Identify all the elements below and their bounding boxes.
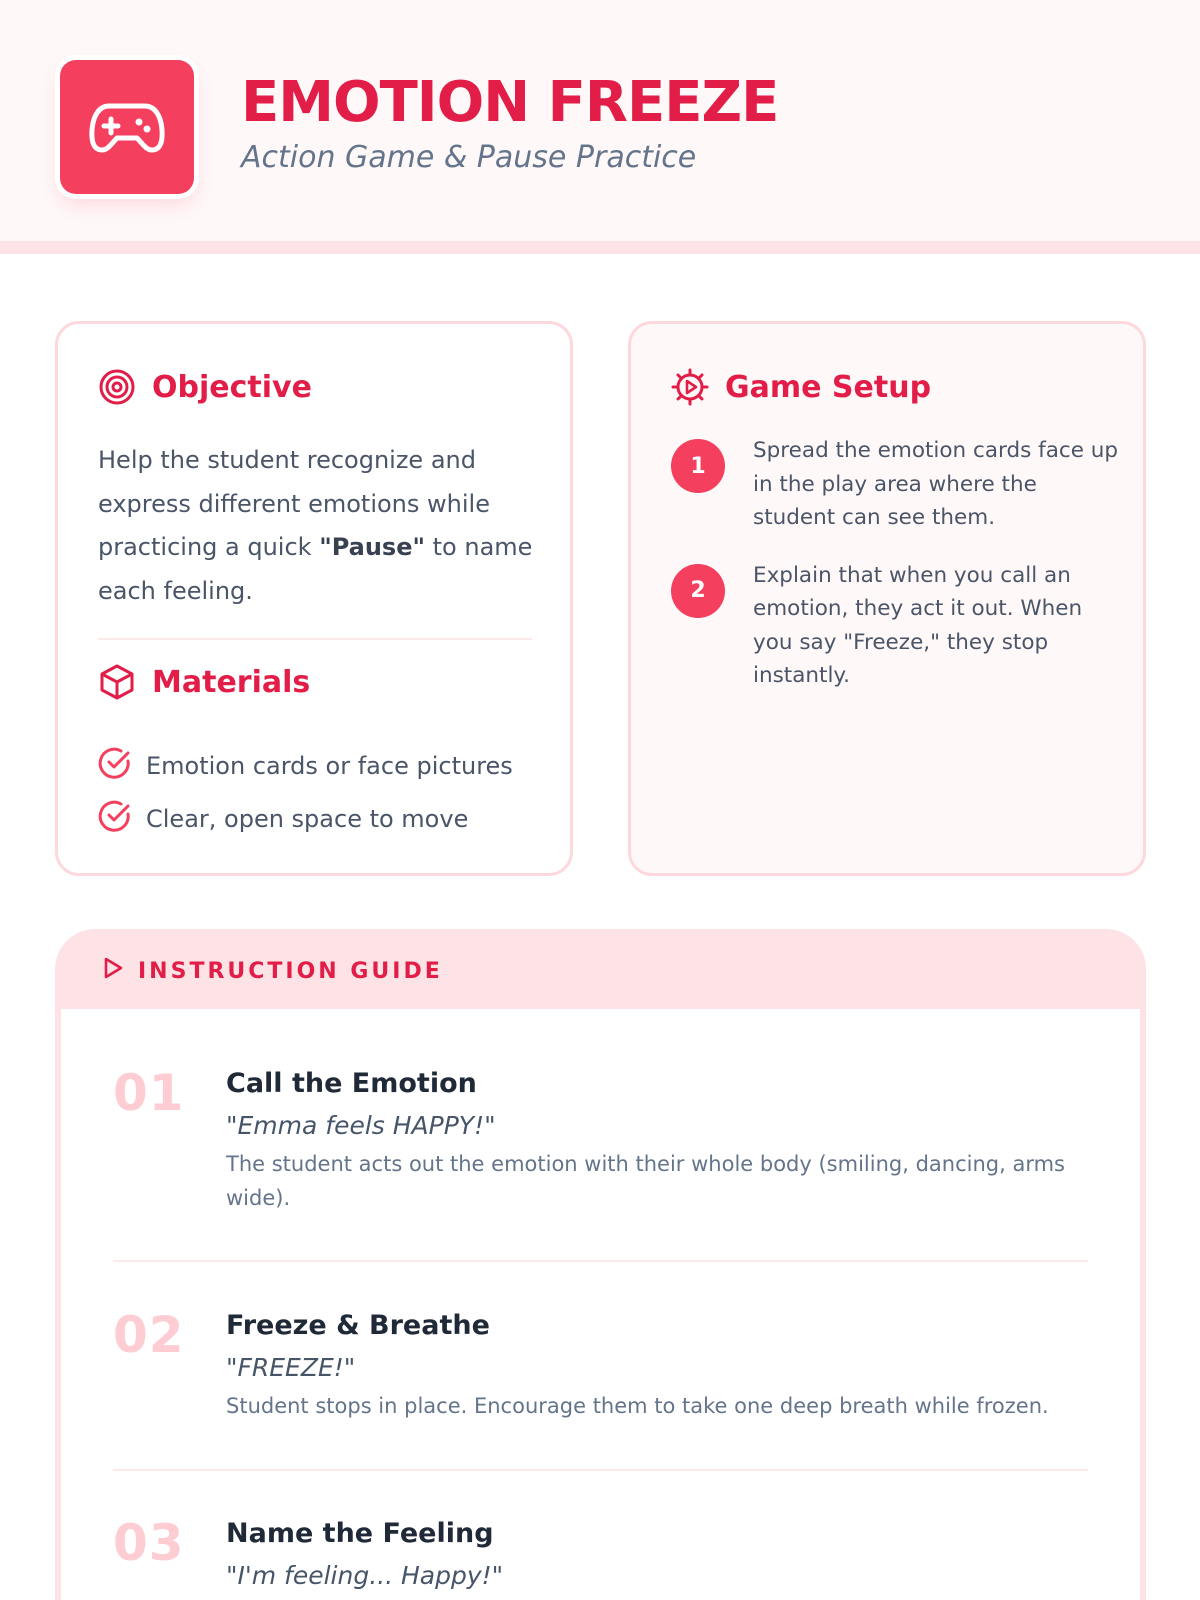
objective-card [55,321,573,876]
setup-steps [671,434,1121,717]
step-number-badge: 2 [671,564,725,618]
step-text: Spread the emotion cards face up in the play area where the student can see them. [753,438,1119,530]
gear-play-icon [671,368,709,406]
page-header [0,0,1200,254]
game-setup-card [628,321,1146,876]
objective-title: Objective [152,369,312,405]
material-label: Emotion cards or face pictures [146,751,513,780]
game-controller-icon [60,60,194,194]
objective-heading [98,368,312,406]
step-title: Name the Feeling [226,1518,494,1549]
guide-body [61,1009,1140,1600]
step-text: Explain that when you call an emotion, they act it out. When you say "Freeze," they stop instantly. [753,562,1083,688]
materials-heading [98,663,310,701]
step-number-badge: 1 [671,439,725,493]
step-description: Student stops in place. Encourage them to take one deep breath while frozen. [226,1394,1049,1418]
target-icon [98,368,136,406]
page-subtitle: Action Game & Pause Practice [241,140,697,175]
list-item [98,739,513,792]
step-number: 02 [113,1306,185,1364]
objective-text-bold: "Pause" [319,533,425,561]
list-item [98,792,513,845]
step-number: 01 [113,1064,185,1122]
setup-title: Game Setup [725,369,932,405]
objective-text-part: to name each feeling. [98,533,533,605]
list-item [671,559,1121,693]
check-circle-icon [98,799,132,839]
step-title: Freeze & Breathe [226,1310,490,1341]
divider [98,638,532,640]
play-outline-icon [100,955,126,987]
step-number: 03 [113,1514,185,1572]
material-label: Clear, open space to move [146,804,469,833]
step-description: The student acts out the emotion with their whole body (smiling, dancing, arms wide). [226,1152,1065,1210]
step-title: Call the Emotion [226,1068,477,1099]
divider [113,1469,1088,1471]
instruction-guide [55,929,1146,1600]
step-quote: "Emma feels HAPPY!" [226,1111,496,1140]
guide-title: INSTRUCTION GUIDE [138,958,443,984]
divider [113,1260,1088,1262]
setup-heading [671,368,931,406]
guide-heading [100,955,443,987]
materials-title: Materials [152,664,311,700]
step-quote: "FREEZE!" [226,1353,356,1382]
step-quote: "I'm feeling... Happy!" [226,1561,504,1590]
check-circle-icon [98,746,132,786]
materials-list [98,739,513,845]
list-item [671,434,1121,535]
box-icon [98,663,136,701]
page-title: EMOTION FREEZE [241,70,779,135]
objective-text [98,439,538,613]
objective-text-part: Help the student recognize and express different emotions while practicing a quick [98,446,490,561]
